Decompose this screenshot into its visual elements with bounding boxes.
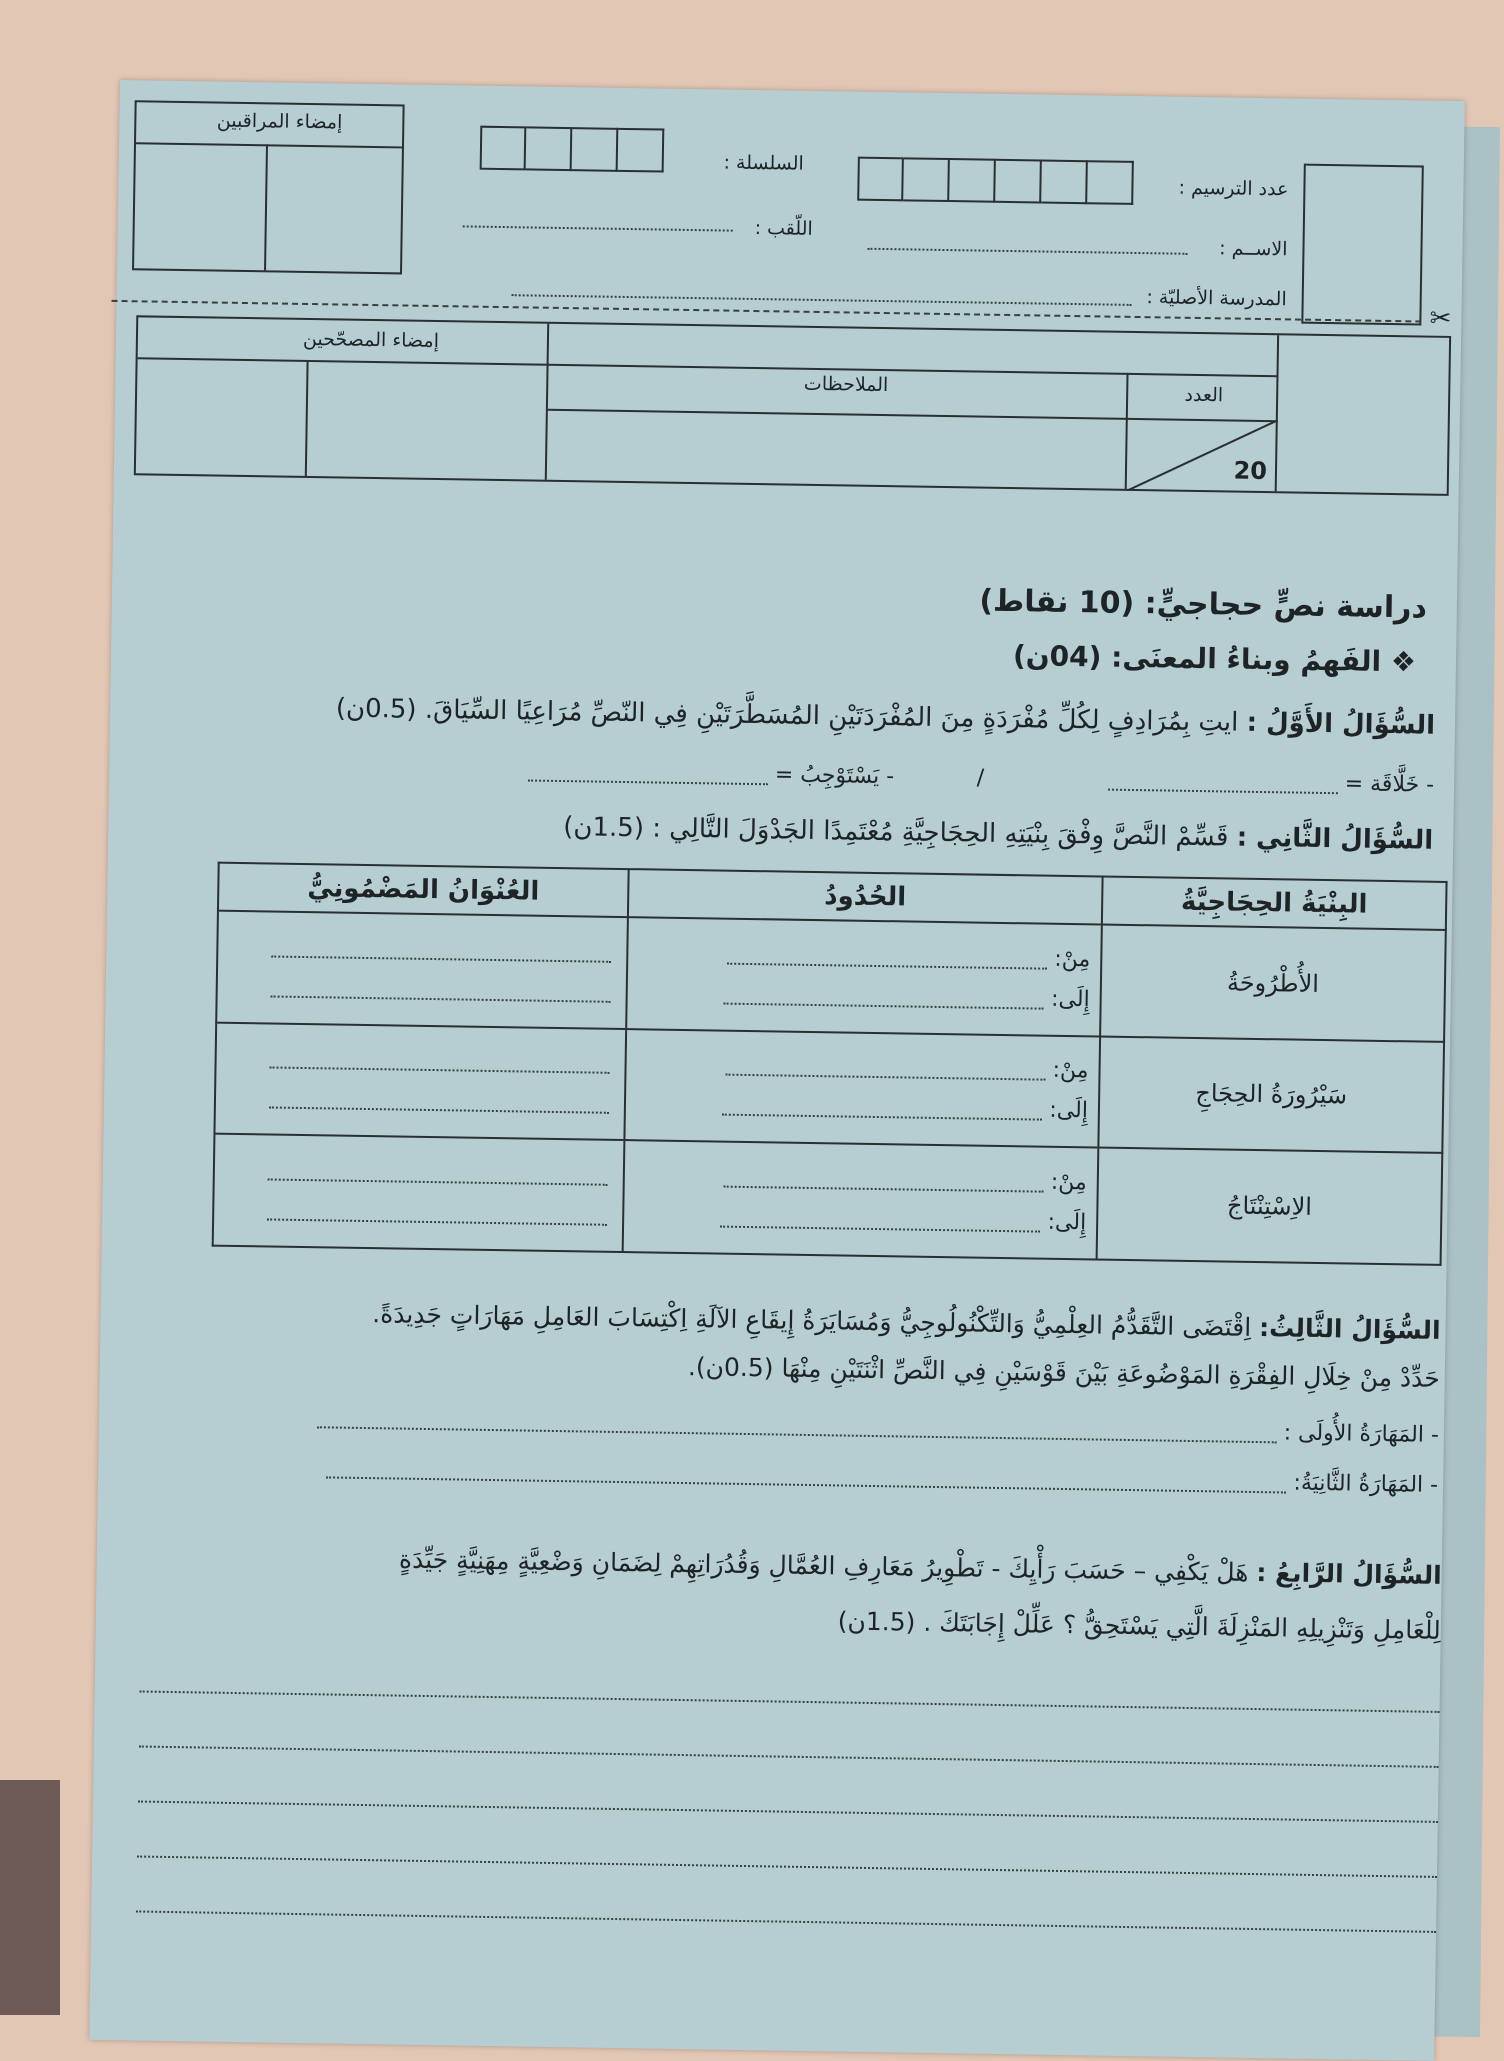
q4-answer-line-1[interactable] — [140, 1691, 1440, 1713]
q4-text — [399, 1545, 1442, 1590]
col-structure: البِنْيَةُ الحِجَاجِيَّةُ — [1102, 877, 1447, 930]
q3-skill2: - المَهَارَةُ الثَّانِيَةُ: — [326, 1448, 1438, 1505]
from-label: مِنْ: — [1052, 1058, 1089, 1084]
q1-answer2[interactable] — [528, 761, 768, 785]
argument-title-field-2[interactable] — [269, 1089, 609, 1114]
q3-skill1-field[interactable] — [317, 1408, 1277, 1443]
name-field[interactable] — [867, 248, 1187, 255]
q3-prompt-1: اِقْتَضَى التَّقَدُّمُ العِلْمِيُّ وَالتِّكْنُولُوجِيُّ وَمُسَايَرَةُ إِيقَاعِ الآلَةِ اِكْتِسَابَ العَامِلِ مَهَارَاتٍ جَدِيدَةً. — [372, 1299, 1252, 1342]
thesis-title-field-1[interactable] — [271, 937, 611, 962]
name-label: الاســم : — [1219, 237, 1288, 261]
grading-box — [134, 315, 1451, 496]
correctors-label: إمضاء المصحّحين — [302, 327, 440, 353]
conclusion-to-field[interactable] — [720, 1208, 1040, 1233]
q1-answer1[interactable] — [1108, 771, 1338, 795]
reg-number-cells[interactable] — [857, 157, 1134, 205]
q3-prompt-2: حَدِّدْ مِنْ خِلَالِ الفِقْرَةِ المَوْضُوعَةِ بَيْنَ قَوْسَيْنِ فِي النَّصِّ اثْنَتَيْنِ مِنْهَا (0.5ن). — [687, 1352, 1440, 1393]
origin-school-field[interactable] — [512, 294, 1132, 306]
q3-skill1: - المَهَارَةُ الأُولَى : — [317, 1398, 1440, 1456]
q2-text — [563, 812, 1433, 856]
q3-label: السُّؤَالُ الثَّالِثُ: — [1258, 1313, 1441, 1345]
q4-answer-line-4[interactable] — [137, 1855, 1437, 1877]
q1-text — [336, 693, 1436, 740]
series-cells[interactable] — [480, 126, 665, 173]
thesis-to-field[interactable] — [724, 984, 1044, 1009]
q4-label: السُّؤَالُ الرَّابِعُ : — [1256, 1558, 1442, 1590]
scissors-icon: ✂ — [1429, 303, 1452, 334]
argument-structure-table — [212, 862, 1448, 1266]
argument-from-field[interactable] — [725, 1056, 1045, 1081]
from-label: مِنْ: — [1050, 1169, 1087, 1196]
q1-label: السُّؤَالُ الأَوَّلُ : — [1246, 707, 1436, 741]
surname-field[interactable] — [463, 225, 733, 231]
row-thesis: الأُطْرُوحَةُ — [1100, 925, 1446, 1042]
thesis-from-field[interactable] — [727, 944, 1047, 969]
supervisors-box — [132, 100, 405, 274]
argument-title-field-1[interactable] — [269, 1049, 609, 1074]
q1-separator: / — [976, 765, 985, 791]
q4-answer-line-5[interactable] — [136, 1910, 1436, 1932]
row-conclusion: الاِسْتِنْتَاجُ — [1097, 1148, 1443, 1265]
photo-box — [1301, 164, 1423, 326]
q2-label: السُّؤَالُ الثَّانِي : — [1236, 822, 1434, 856]
to-label: إِلَى: — [1050, 986, 1090, 1013]
to-label: إِلَى: — [1049, 1098, 1089, 1124]
to-label: إِلَى: — [1047, 1209, 1087, 1236]
q4-answer-line-2[interactable] — [139, 1746, 1439, 1768]
q3-text — [372, 1299, 1441, 1345]
col-limits: الحُدُودُ — [628, 869, 1103, 924]
max-score: 20 — [1233, 456, 1268, 486]
conclusion-title-field-2[interactable] — [267, 1201, 607, 1226]
row-argumentation: سَيْرُورَةُ الحِجَاجِ — [1098, 1036, 1444, 1153]
q4-prompt-2: لِلْعَامِلِ وَتَنْزِيلِهِ المَنْزِلَةَ الَّتِي يَسْتَحِقُّ ؟ عَلِّلْ إِجَابَتَكَ . (1.5ن) — [837, 1606, 1442, 1645]
thesis-title-field-2[interactable] — [271, 977, 611, 1002]
supervisors-label: إمضاء المراقبين — [216, 109, 343, 134]
score-label: العدد — [1184, 383, 1224, 407]
q4-answer-line-3[interactable] — [138, 1800, 1438, 1822]
q3-skill2-field[interactable] — [326, 1458, 1286, 1493]
reg-number-label: عدد الترسيم : — [1178, 176, 1289, 201]
from-label: مِنْ: — [1054, 946, 1091, 973]
exam-sheet — [89, 80, 1465, 2061]
col-title: العُنْوَانُ المَضْمُونِيُّ — [218, 863, 629, 917]
conclusion-from-field[interactable] — [724, 1168, 1044, 1193]
q1-word2: - يَسْتَوْجِبُ = — [528, 751, 895, 797]
conclusion-title-field-1[interactable] — [268, 1161, 608, 1186]
series-label: السلسلة : — [723, 151, 804, 175]
notes-label: الملاحظات — [803, 372, 889, 397]
q1-prompt: ايتِ بِمُرَادِفٍ لِكُلِّ مُفْرَدَةٍ مِنَ المُفْرَدَتَيْنِ المُسَطَّرَتَيْنِ فِي النّصِّ مُرَاعِيًا السِّيَاقَ. (0.5ن) — [335, 693, 1239, 738]
origin-school-label: المدرسة الأصليّة : — [1146, 286, 1287, 311]
q4-prompt-1: هَلْ يَكْفِي – حَسَبَ رَأْيِكَ - تَطْوِيرُ مَعَارِفِ العُمَّالِ وَقُدُرَاتِهِمْ لِضَمَانِ وَضْعِيَّةٍ مِهَنِيَّةٍ جَيِّدَةٍ — [398, 1544, 1249, 1587]
section-title: دراسة نصٍّ حجاجيٍّ: (10 نقاط) — [979, 583, 1428, 626]
desk-background — [0, 1780, 60, 2015]
argument-to-field[interactable] — [722, 1096, 1042, 1121]
q2-prompt: قَسِّمْ النَّصَّ وِفْقَ بِنْيَتِهِ الحِجَاجِيَّةِ مُعْتَمِدًا الجَدْوَلَ التَّالِي : (1.5ن) — [562, 812, 1229, 853]
section-subtitle: ❖ الفَهمُ وبناءُ المعنَى: (04ن) — [1012, 639, 1417, 679]
surname-label: اللّقب : — [754, 216, 813, 240]
q1-word1: - خَلَّاقَة = — [1107, 761, 1434, 806]
